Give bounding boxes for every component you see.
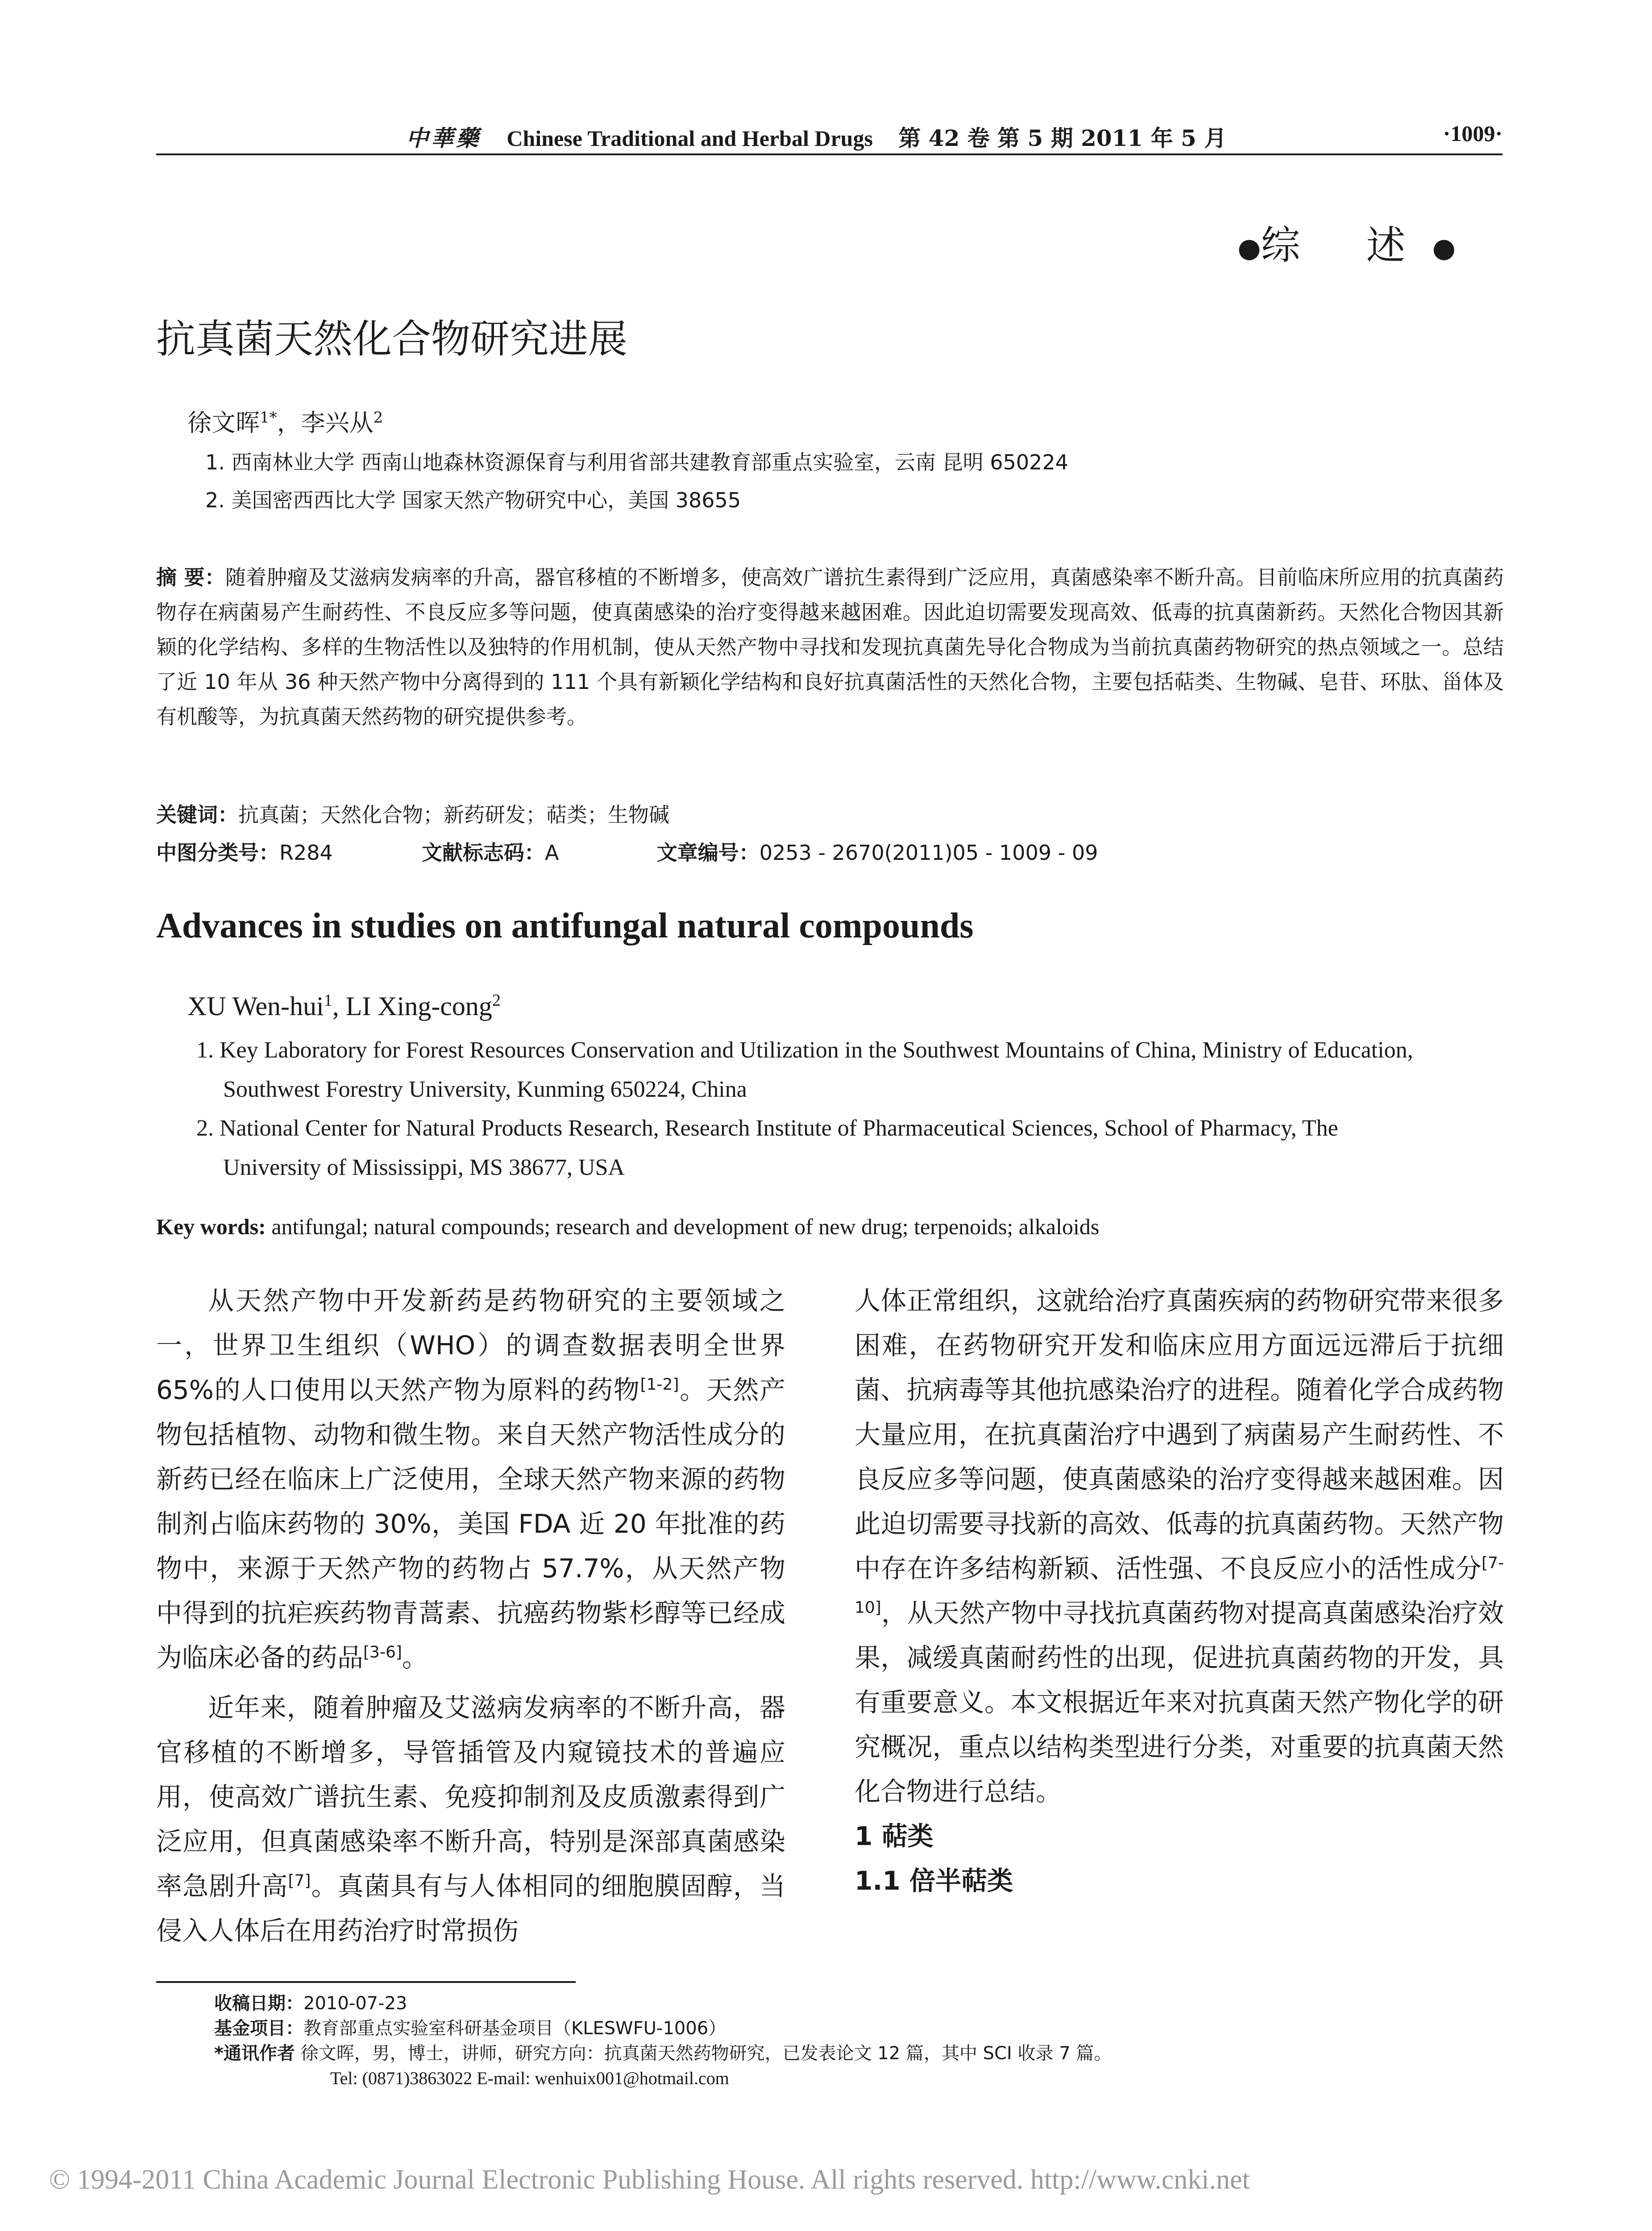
journal-name-en: Chinese Traditional and Herbal Drugs [506, 126, 873, 151]
abstract-label: 摘 要： [156, 565, 225, 589]
affiliation-en-1-line1: 1. Key Laboratory for Forest Resources Conservation and Utilization in the Southwest Mountains of China, Ministry of Education, [196, 1037, 1413, 1063]
bullet-icon: ● [1432, 232, 1456, 264]
journal-name-cn: 中華藥 [406, 125, 481, 151]
journal-name [406, 120, 1226, 153]
paragraph-2-text-c: ，从天然产物中寻找抗真菌药物对提高真菌感染治疗效果，减缓真菌耐药性的出现，促进抗真菌药物的开发，具有重要意义。本文根据近年来对抗真菌天然产物化学的研究概况，重点以结构类型进行分类，对重要的抗真菌天然化合物进行总结。 [855, 1598, 1504, 1807]
paragraph-2-text-b-cont: 人体正常组织，这就给治疗真菌疾病的药物研究带来很多困难，在药物研究开发和临床应用方面远远滞后于抗细菌、抗病毒等其他抗感染治疗的进程。随着化学合成药物大量应用，在抗真菌治疗中遇到了病菌易产生耐药性、不良反应多等问题，使真菌感染的治疗变得越来越困难。因此迫切需要寻找新的高效、低毒的抗真菌药物。天然产物中存在许多结构新颖、活性强、不良反应小的活性成分 [855, 1286, 1504, 1584]
footnote-rule [156, 1981, 576, 1983]
body-column-right [855, 1278, 1504, 1903]
author-en-2: LI Xing-cong [345, 991, 492, 1021]
body-column-left [156, 1278, 785, 1953]
citation-ref: [7-10] [855, 1554, 1504, 1617]
copyright-notice: © 1994-2011 China Academic Journal Electronic Publishing House. All rights reserved. http://www.cnki.net [49, 2165, 1250, 2195]
citation-ref: [1-2] [640, 1375, 679, 1394]
citation-ref: [3-6] [363, 1643, 402, 1662]
paragraph-2-text-a: 近年来，随着肿瘤及艾滋病发病率的不断升高，器官移植的不断增多，导管插管及内窥镜技术的普遍应用，使高效广谱抗生素、免疫抑制剂及皮质激素得到广泛应用，但真菌感染率不断升高，特别是深部真菌感染率急剧升高 [156, 1692, 785, 1901]
section-label [1237, 214, 1456, 270]
author-1-sup: 1* [260, 409, 277, 427]
abstract-cn [156, 560, 1504, 734]
heading-terpenoids: 1 萜类 [855, 1821, 934, 1851]
fund-info [214, 2016, 1112, 2041]
header-rule [156, 153, 1503, 155]
classification-line [156, 837, 1098, 866]
author-en-separator: , [332, 991, 346, 1021]
affiliation-en-2-line1: 2. National Center for Natural Products Research, Research Institute of Pharmaceutical Sciences, School of Pharmacy, The [196, 1116, 1338, 1141]
running-header [156, 120, 1503, 152]
affiliation-en-2-line2: University of Mississippi, MS 38677, USA [223, 1155, 625, 1180]
volume-issue: 第 42 卷 第 5 期 2011 年 5 月 [898, 125, 1227, 151]
heading-sesquiterpenoids: 1.1 倍半萜类 [855, 1866, 1013, 1896]
article-number-label: 文章编号： [656, 841, 760, 865]
corr-value: 徐文晖，男，博士，讲师，研究方向：抗真菌天然药物研究，已发表论文 12 篇，其中 SCI 收录 7 篇。 [295, 2043, 1112, 2064]
paragraph-2 [156, 1685, 785, 1953]
paragraph-1 [156, 1278, 785, 1680]
author-en-1: XU Wen-hui [187, 991, 324, 1021]
keywords-en [156, 1214, 1099, 1240]
title-cn: 抗真菌天然化合物研究进展 [156, 316, 628, 362]
affiliation-en-1 [196, 1031, 1504, 1109]
keywords-en-label: Key words: [156, 1214, 266, 1239]
fund-label: 基金项目： [214, 2018, 303, 2039]
keywords-en-text: antifungal; natural compounds; research and development of new drug; terpenoids; alkaloids [266, 1214, 1100, 1239]
contact-info: Tel: (0871)3863022 E-mail: wenhuix001@hotmail.com [330, 2068, 729, 2088]
affiliation-en-2 [196, 1109, 1504, 1187]
author-2: 李兴从 [301, 409, 374, 437]
article-number-value: 0253 - 2670(2011)05 - 1009 - 09 [759, 841, 1098, 865]
section-label-text: 综 述 [1261, 222, 1432, 268]
received-date [214, 1991, 1112, 2016]
affiliation-cn-1: 1. 西南林业大学 西南山地森林资源保育与利用省部共建教育部重点实验室，云南 昆明 650224 [205, 450, 1068, 474]
keywords-text: 抗真菌；天然化合物；新药研发；萜类；生物碱 [238, 803, 669, 827]
title-en: Advances in studies on antifungal natural compounds [156, 906, 974, 945]
doc-code-label: 文献标志码： [422, 841, 545, 865]
affiliation-cn-2: 2. 美国密西西比大学 国家天然产物研究中心，美国 38655 [205, 488, 741, 512]
paragraph-1-text-b: 。天然产物包括植物、动物和微生物。来自天然产物活性成分的新药已经在临床上广泛使用，全球天然产物来源的药物制剂占临床药物的 30%，美国 FDA 近 20 年批准的药物中，来源于天然产物的药物占 57.7%，从天然产物中得到的抗疟疾药物青蒿素、抗癌药物紫杉醇等已经成为临床必备的药品 [156, 1375, 785, 1673]
corresponding-author [214, 2041, 1112, 2066]
authors-cn [187, 404, 383, 438]
paragraph-2-text-b: 。真菌具有与人体相同的细胞膜固醇，当侵入人体后在用药治疗时常损伤 [156, 1871, 785, 1946]
keywords-label: 关键词： [156, 803, 238, 827]
received-label: 收稿日期： [214, 1993, 303, 2014]
paragraph-1-text-c: 。 [402, 1642, 428, 1673]
author-en-2-sup: 2 [492, 991, 501, 1010]
keywords-cn [156, 799, 669, 828]
author-1: 徐文晖 [187, 409, 260, 437]
authors-en [187, 991, 501, 1022]
corr-label: *通讯作者 [214, 2043, 295, 2064]
clc-value: R284 [279, 841, 333, 865]
author-2-sup: 2 [373, 409, 383, 427]
received-value: 2010-07-23 [303, 1993, 407, 2014]
citation-ref: [7] [288, 1871, 311, 1890]
abstract-text: 随着肿瘤及艾滋病发病率的升高，器官移植的不断增多，使高效广谱抗生素得到广泛应用，真菌感染率不断升高。目前临床所应用的抗真菌药物存在病菌易产生耐药性、不良反应多等问题，使真菌感染的治疗变得越来越困难。因此迫切需要发现高效、低毒的抗真菌新药。天然化合物因其新颖的化学结构、多样的生物活性以及独特的作用机制，使从天然产物中寻找和发现抗真菌先导化合物成为当前抗真菌药物研究的热点领域之一。总结了近 10 年从 36 种天然产物中分离得到的 111 个具有新颖化学结构和良好抗真菌活性的天然化合物，主要包括萜类、生物碱、皂苷、环肽、甾体及有机酸等，为抗真菌天然药物的研究提供参考。 [156, 565, 1504, 729]
footnotes [214, 1991, 1112, 2091]
clc-label: 中图分类号： [156, 841, 279, 865]
author-en-1-sup: 1 [324, 991, 332, 1010]
bullet-icon: ● [1237, 232, 1261, 264]
affiliation-en-1-line2: Southwest Forestry University, Kunming 650224, China [223, 1077, 747, 1102]
paragraph-2-continued [855, 1278, 1504, 1814]
paragraph-1-text-a: 从天然产物中开发新药是药物研究的主要领域之一，世界卫生组织（WHO）的调查数据表明全世界 65%的人口使用以天然产物为原料的药物 [156, 1286, 785, 1405]
page-number: ·1009· [1443, 121, 1503, 146]
doc-code-value: A [545, 841, 559, 865]
author-separator: ， [277, 409, 301, 437]
fund-value: 教育部重点实验室科研基金项目（KLESWFU-1006） [303, 2018, 726, 2039]
